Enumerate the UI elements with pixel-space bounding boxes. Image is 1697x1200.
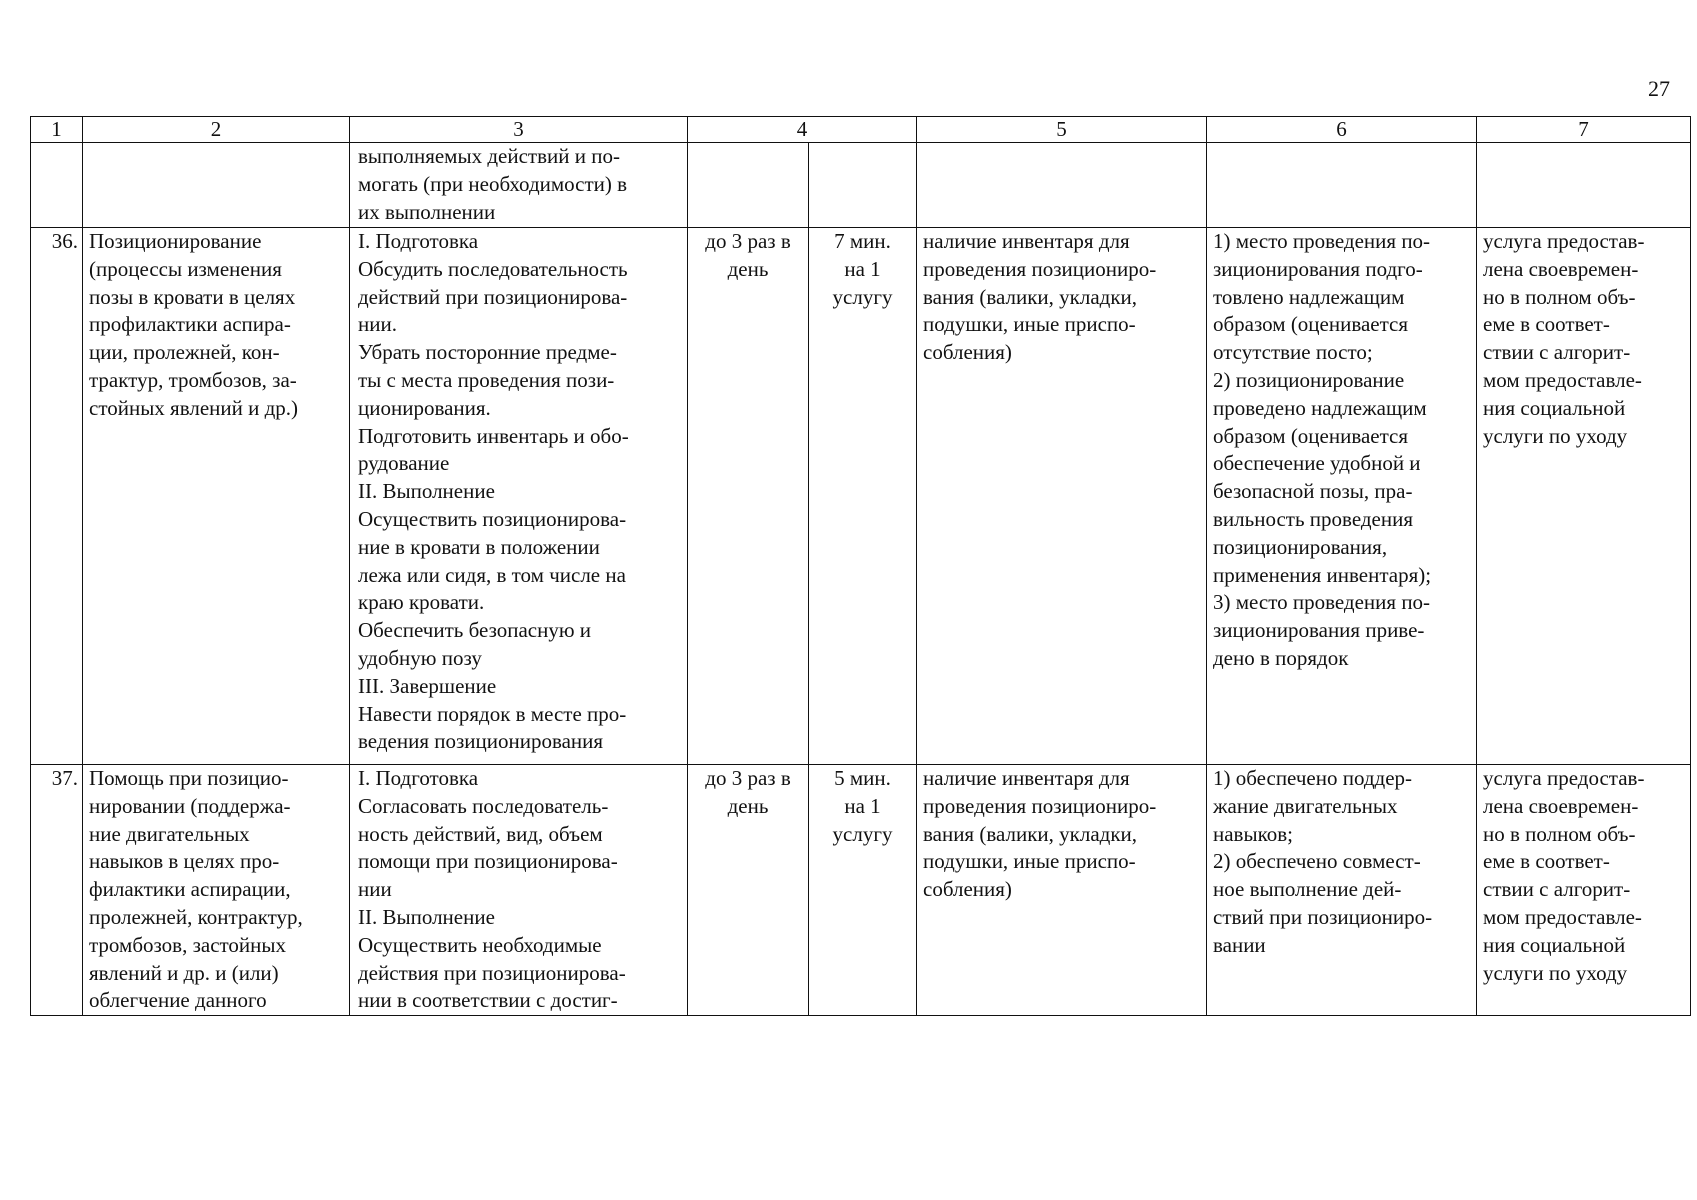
cell-line: ное выполнение дей- (1213, 877, 1402, 902)
cell-line: проведения позициониро- (923, 256, 1157, 281)
cell-line: проведено надлежащим (1213, 395, 1427, 420)
cell-line: 1) обеспечено поддер- (1213, 766, 1413, 790)
cell-line: образом (оценивается (1213, 312, 1409, 337)
cell-line: eме в соответ- (1483, 849, 1610, 874)
cell-line: ния социальной (1483, 932, 1626, 957)
page-number: 27 (1648, 76, 1670, 101)
cell-line: на 1 (844, 793, 881, 818)
cell-line: (процессы изменения (89, 256, 282, 281)
cell-line: наличие инвентаря для (923, 229, 1130, 253)
cell-line: товлено надлежащим (1213, 284, 1405, 309)
cell-line: применения инвентаря); (1213, 562, 1432, 587)
cell-line: зиционирования приве- (1213, 618, 1425, 643)
cell-line: но в полном объ- (1483, 821, 1636, 846)
cell-line: II. Выполнение (358, 479, 495, 504)
cont-procedure-cell (350, 143, 688, 228)
cell-line: 2) обеспечено совмест- (1213, 849, 1421, 874)
cell-line: мом предоставле- (1483, 367, 1642, 392)
cell-line: 7 мин. (834, 229, 891, 253)
indicators-text (1207, 765, 1477, 1016)
row-number: 37. (31, 765, 83, 1016)
continuation-row (31, 143, 1691, 228)
cell-line: Убрать посторонние предме- (358, 340, 617, 365)
cell-line: Осуществить позиционирова- (358, 506, 627, 531)
cell-line: подушки, иные приспо- (923, 849, 1136, 874)
cell-line: действий при позиционирова- (358, 284, 628, 309)
evaluation-text (1477, 765, 1691, 1016)
duration-text (809, 228, 917, 765)
column-number-row (31, 117, 1691, 143)
cell-line: подушки, иные приспо- (923, 312, 1136, 337)
indicators-text (1207, 228, 1477, 765)
cont-evaluation-cell (1477, 143, 1691, 228)
cell-line: I. Подготовка (358, 229, 479, 253)
cell-line: III. Завершение (358, 673, 497, 698)
cell-line: стойных явлений и др.) (89, 395, 299, 420)
cell-line: до 3 раз в (705, 766, 791, 790)
cell-line: наличие инвентаря для (923, 766, 1130, 790)
cell-line: лена своевремен- (1483, 256, 1639, 281)
cell-line: тромбозов, застойных (89, 932, 287, 957)
cell-line: краю кровати. (358, 590, 485, 615)
cell-line: трактур, тромбозов, за- (89, 367, 297, 392)
column-number-4: 4 (688, 117, 917, 143)
cell-line: безопасной позы, пра- (1213, 479, 1413, 504)
cell-line: Навести порядок в месте про- (358, 701, 627, 726)
column-number-5: 5 (917, 117, 1207, 143)
cell-line: Согласовать последователь- (358, 793, 609, 818)
cell-line: услуга предостав- (1483, 229, 1645, 253)
cell-line: образом (оценивается (1213, 423, 1409, 448)
cell-line: нировании (поддержа- (89, 793, 291, 818)
cell-line: ции, пролежней, кон- (89, 340, 280, 365)
cell-line: ние в кровати в положении (358, 534, 600, 559)
cell-line: Осуществить необходимые (358, 932, 602, 957)
cell-line: вания (валики, укладки, (923, 821, 1138, 846)
cell-line: II. Выполнение (358, 904, 495, 929)
cell-line: вильность проведения (1213, 506, 1414, 531)
column-number-7: 7 (1477, 117, 1691, 143)
cell-line: ведения позиционирования (358, 729, 604, 754)
cell-line: позиционирования, (1213, 534, 1388, 559)
cell-line: могать (при необходимости) в (358, 171, 628, 196)
cell-line: рудование (358, 451, 450, 476)
cell-line: день (727, 256, 769, 281)
cell-line: 5 мин. (834, 766, 891, 790)
cell-line: обеспечение удобной и (1213, 451, 1421, 476)
cell-line: лена своевремен- (1483, 793, 1639, 818)
column-number-6: 6 (1207, 117, 1477, 143)
cell-line: ность действий, вид, объем (358, 821, 603, 846)
procedure-text (350, 228, 688, 765)
cont-duration-cell (809, 143, 917, 228)
cell-line: еме в соответ- (1483, 312, 1610, 337)
cell-line: навыков; (1213, 821, 1293, 846)
cell-line: ты с места проведения пози- (358, 367, 615, 392)
frequency-text (688, 765, 809, 1016)
cell-line: 2) позиционирование (1213, 367, 1405, 392)
cell-line: 1) место проведения по- (1213, 229, 1431, 253)
table-row (31, 228, 1691, 765)
duration-text (809, 765, 917, 1016)
cell-line: навыков в целях про- (89, 849, 280, 874)
cell-line: жание двигательных (1213, 793, 1398, 818)
cell-line: позы в кровати в целях (89, 284, 296, 309)
cont-conditions-cell (917, 143, 1207, 228)
cont-number-cell (31, 143, 83, 228)
cell-line: Обеспечить безопасную и (358, 618, 592, 643)
cell-line: Подготовить инвентарь и обо- (358, 423, 629, 448)
cell-line: на 1 (844, 256, 881, 281)
cell-line: филактики аспирации, (89, 877, 291, 902)
cell-line: ствии с алгорит- (1483, 877, 1631, 902)
cell-line: ционирования. (358, 395, 491, 420)
cell-line: ствий при позициониро- (1213, 904, 1433, 929)
column-number-1: 1 (31, 117, 83, 143)
cell-line: нии в соответствии с достиг- (358, 988, 618, 1013)
cell-line: но в полном объ- (1483, 284, 1636, 309)
cell-line: проведения позициониро- (923, 793, 1157, 818)
cell-line: услуга предостав- (1483, 766, 1645, 790)
cell-line: выполняемых действий и по- (358, 144, 620, 168)
conditions-text (917, 228, 1207, 765)
cell-line: лежа или сидя, в том числе на (358, 562, 626, 587)
cell-line: собления) (923, 877, 1012, 902)
cell-line: до 3 раз в (705, 229, 791, 253)
cell-line: 3) место проведения по- (1213, 590, 1431, 615)
cell-line: вания (валики, укладки, (923, 284, 1138, 309)
cell-line: профилактики аспира- (89, 312, 291, 337)
cell-line: помощи при позиционирова- (358, 849, 618, 874)
cell-line: удобную позу (358, 645, 482, 670)
cell-line: ствии с алгорит- (1483, 340, 1631, 365)
service-name (83, 765, 350, 1016)
frequency-text (688, 228, 809, 765)
cell-line: собления) (923, 340, 1012, 365)
column-number-3: 3 (350, 117, 688, 143)
table-row (31, 765, 1691, 1016)
cell-line: дено в порядок (1213, 645, 1349, 670)
cell-line: их выполнении (358, 199, 496, 224)
cont-frequency-cell (688, 143, 809, 228)
procedure-text (350, 765, 688, 1016)
cont-indicators-cell (1207, 143, 1477, 228)
cell-line: вании (1213, 932, 1266, 957)
column-number-2: 2 (83, 117, 350, 143)
cell-line: I. Подготовка (358, 766, 479, 790)
cell-line: зиционирования подго- (1213, 256, 1423, 281)
cell-line: Позиционирование (89, 229, 262, 253)
cell-line: пролежней, контрактур, (89, 904, 303, 929)
cell-line: нии (358, 877, 392, 902)
cell-line: ние двигательных (89, 821, 250, 846)
cell-line: нии. (358, 312, 397, 337)
cell-line: услугу (832, 284, 893, 309)
cell-line: Обсудить последовательность (358, 256, 628, 281)
evaluation-text (1477, 228, 1691, 765)
cell-line: облегчение данного (89, 988, 267, 1013)
cell-line: услуги по уходу (1483, 423, 1628, 448)
cell-line: день (727, 793, 769, 818)
service-name (83, 228, 350, 765)
row-number: 36. (31, 228, 83, 765)
cell-line: услугу (832, 821, 893, 846)
cell-line: мом предоставле- (1483, 904, 1642, 929)
conditions-text (917, 765, 1207, 1016)
cell-line: отсутствие посто; (1213, 340, 1373, 365)
cell-line: действия при позиционирова- (358, 960, 626, 985)
cell-line: ния социальной (1483, 395, 1626, 420)
cell-line: явлений и др. и (или) (89, 960, 279, 985)
services-table (30, 116, 1691, 1016)
cell-line: услуги по уходу (1483, 960, 1628, 985)
cont-service-cell (83, 143, 350, 228)
cell-line: Помощь при позицио- (89, 766, 289, 790)
